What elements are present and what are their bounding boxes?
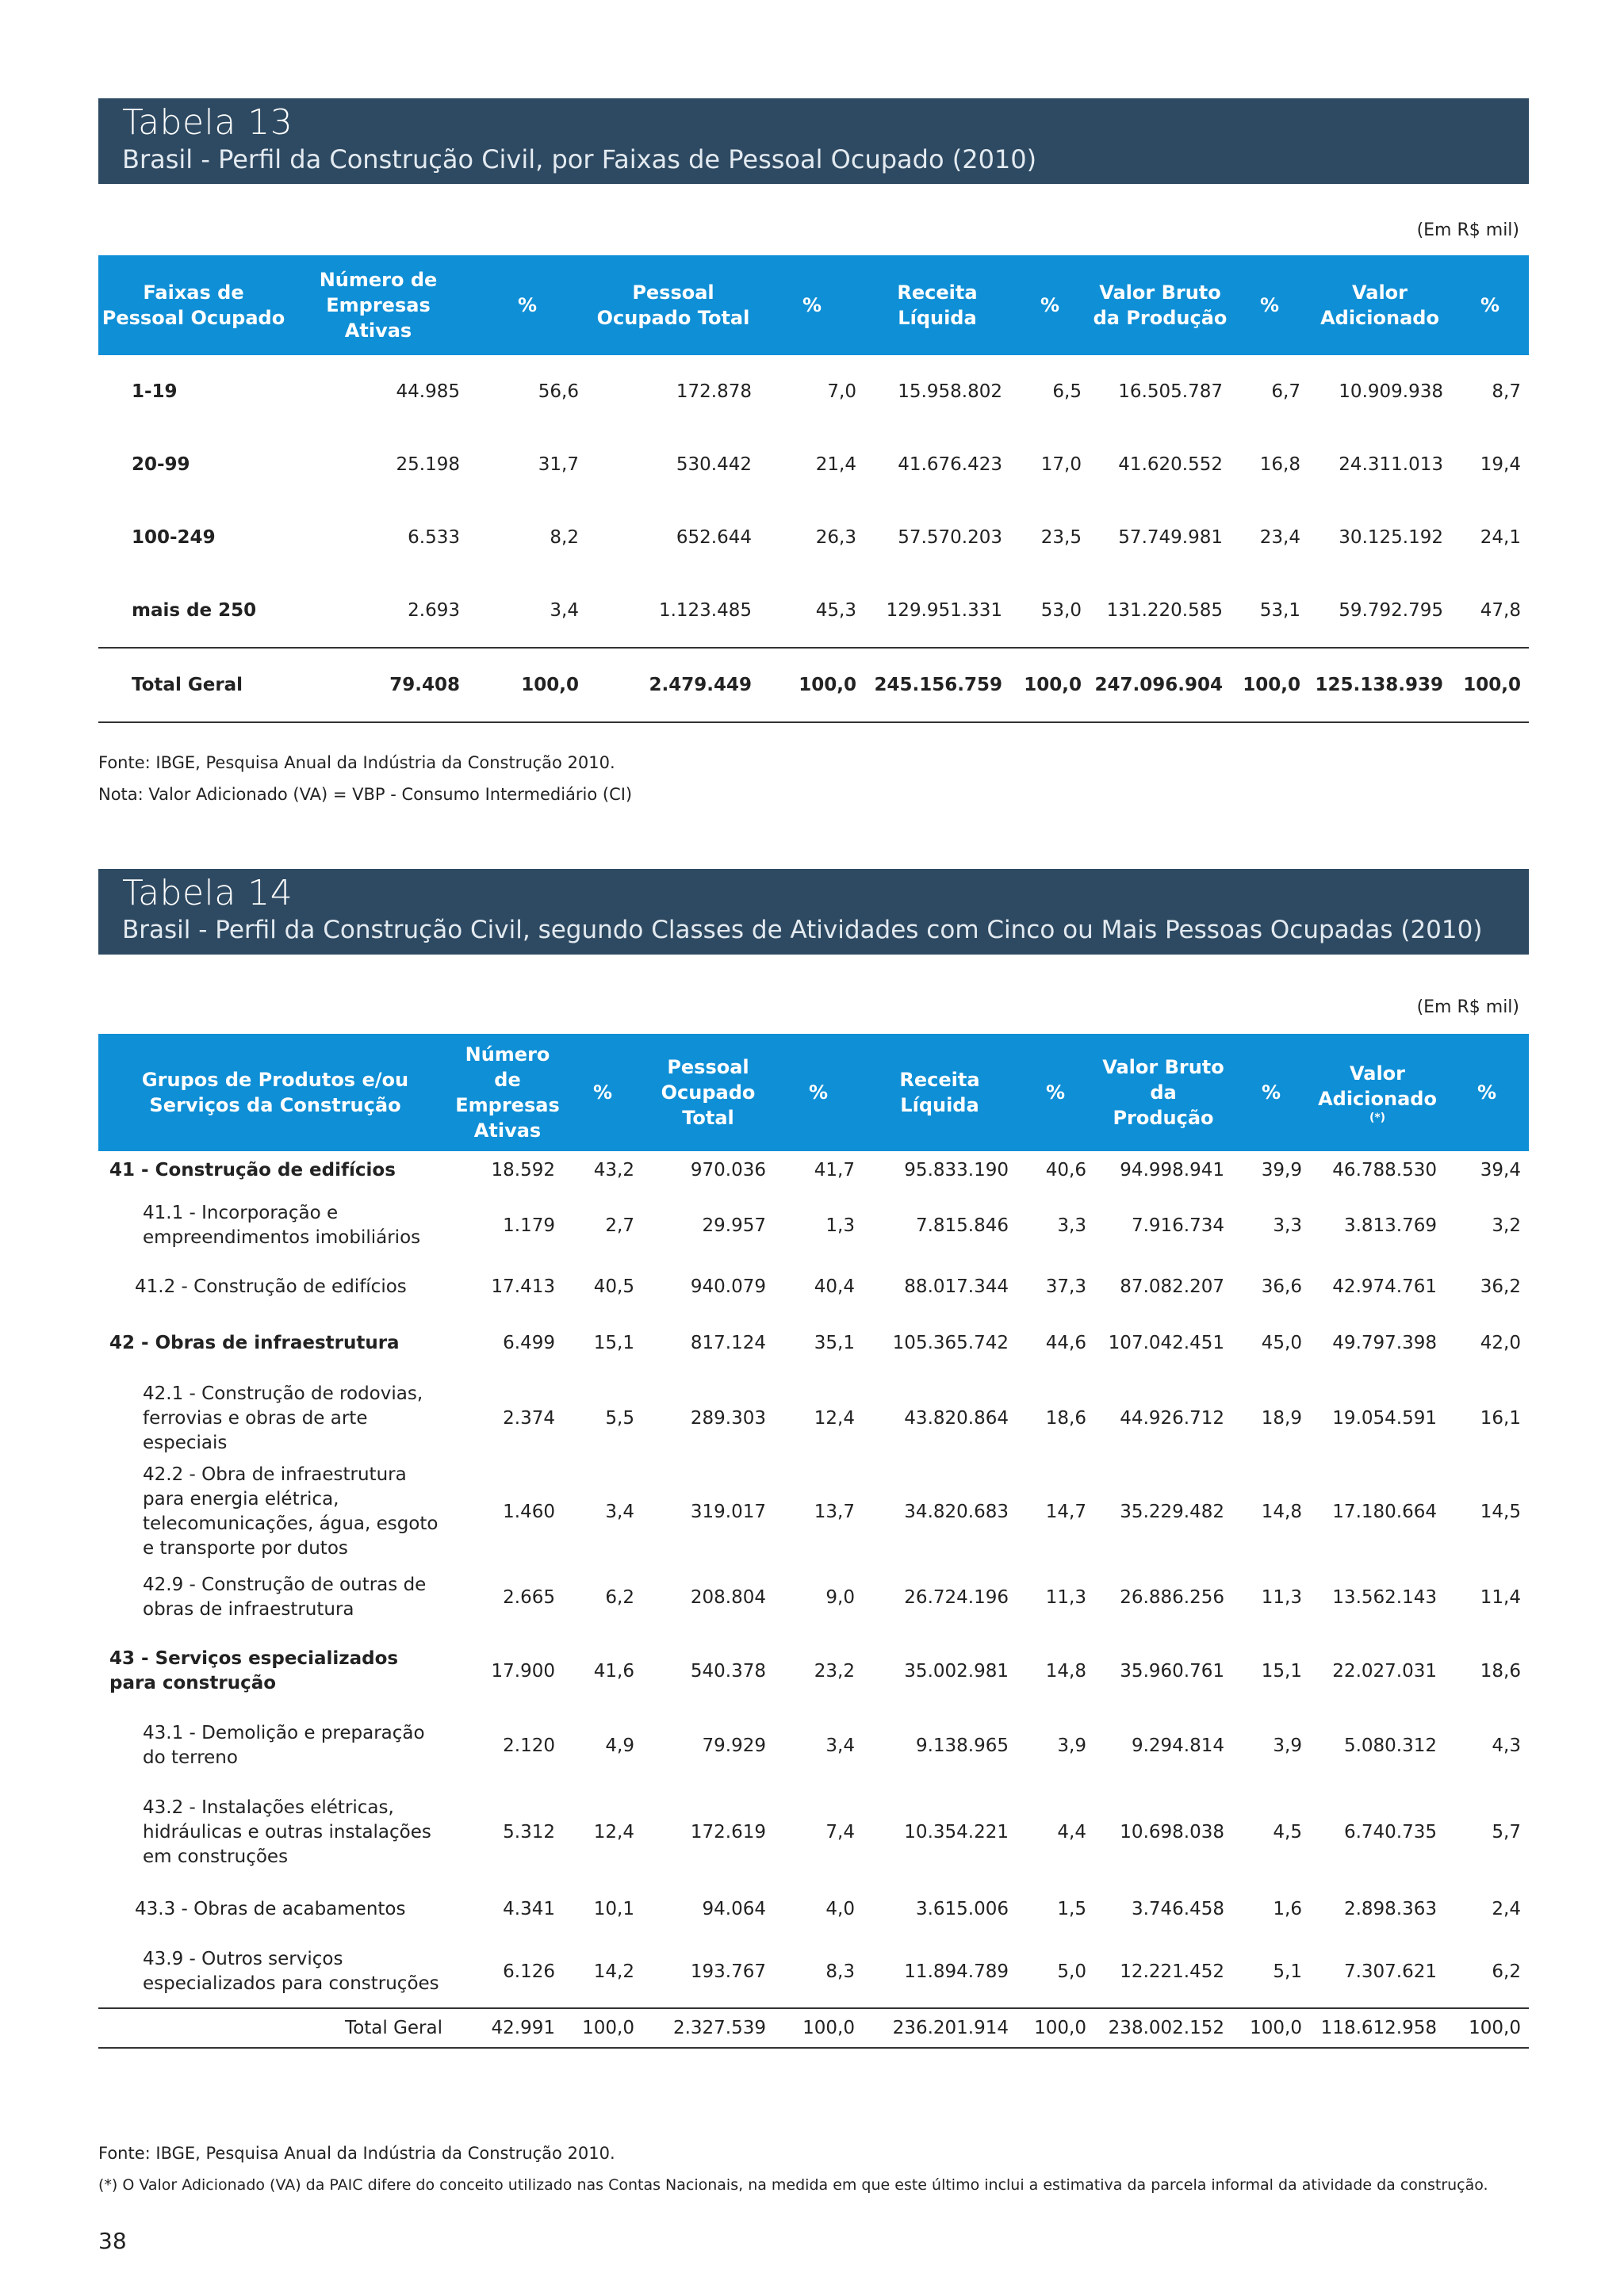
table13-unit: (Em R$ mil) xyxy=(1416,220,1519,240)
total-cell: 118.612.958 xyxy=(1310,2008,1445,2048)
table-row xyxy=(98,1262,1529,1311)
table-cell: 172.619 xyxy=(690,1822,766,1843)
total-cell: 2.327.539 xyxy=(642,2008,774,2048)
table14-source: Fonte: IBGE, Pesquisa Anual da Indústria da Construção 2010. xyxy=(98,2144,615,2163)
table-cell: 14,8 xyxy=(1045,1661,1086,1682)
table-cell: 1,3 xyxy=(825,1215,855,1236)
table-row xyxy=(98,1151,1529,1189)
total-cell: 100,0 xyxy=(563,2008,642,2048)
table-cell: 12,4 xyxy=(593,1822,634,1843)
table-cell: 23,2 xyxy=(814,1661,855,1682)
table-cell: 57.570.203 xyxy=(898,527,1002,548)
table-cell: 5.312 xyxy=(503,1822,555,1843)
table-cell: 45,3 xyxy=(815,600,856,621)
table-cell: 4,9 xyxy=(605,1735,634,1756)
total-label: Total Geral xyxy=(98,2008,452,2048)
table-row xyxy=(98,1189,1529,1262)
table-cell: 30.125.192 xyxy=(1339,527,1443,548)
table-cell: 3,9 xyxy=(1273,1735,1302,1756)
table-cell: 8,2 xyxy=(550,527,579,548)
table-cell: 57.749.981 xyxy=(1118,527,1223,548)
table-cell: 44.926.712 xyxy=(1120,1408,1224,1429)
table-cell: 172.878 xyxy=(676,381,752,402)
row-label: 41 - Construção de edifícios xyxy=(109,1159,396,1181)
row-label: 43.3 - Obras de acabamentos xyxy=(135,1898,406,1919)
total-cell: 247.096.904 xyxy=(1090,648,1231,722)
table-cell: 16.505.787 xyxy=(1118,381,1223,402)
table13-header-3: Pessoal Ocupado Total xyxy=(587,255,760,355)
table-cell: 289.303 xyxy=(690,1408,766,1429)
table-cell: 47,8 xyxy=(1480,600,1521,621)
table-cell: 3,4 xyxy=(605,1502,634,1522)
row-label: 42.2 - Obra de infraestrutura para energia elétrica, telecomunicações, água, esgoto e transporte por dutos xyxy=(143,1464,439,1559)
table14-header-5: Receita Líquida xyxy=(863,1034,1017,1151)
total-row xyxy=(98,2008,1529,2048)
table-cell: 15,1 xyxy=(593,1333,634,1353)
table-row xyxy=(98,1782,1529,1882)
table-cell: 5,7 xyxy=(1492,1822,1521,1843)
table-row xyxy=(98,428,1529,501)
table-cell: 59.792.795 xyxy=(1339,600,1443,621)
table-cell: 3,4 xyxy=(825,1735,855,1756)
table-cell: 9.138.965 xyxy=(915,1735,1009,1756)
table-cell: 3.813.769 xyxy=(1343,1215,1437,1236)
table-cell: 46.788.530 xyxy=(1332,1160,1437,1181)
table-cell: 56,6 xyxy=(538,381,579,402)
table13 xyxy=(98,255,1529,723)
table-cell: 3.615.006 xyxy=(915,1899,1009,1919)
table-cell: 36,6 xyxy=(1261,1276,1302,1297)
table-cell: 9,0 xyxy=(825,1587,855,1608)
table-cell: 26.886.256 xyxy=(1120,1587,1224,1608)
table-cell: 26,3 xyxy=(815,527,856,548)
table-cell: 18,6 xyxy=(1480,1661,1521,1682)
table-cell: 6.533 xyxy=(408,527,460,548)
table-cell: 14,2 xyxy=(593,1961,634,1982)
table14-section xyxy=(98,869,1529,955)
table-cell: 16,1 xyxy=(1480,1408,1521,1429)
table-cell: 1.460 xyxy=(503,1502,555,1522)
table-cell: 41.676.423 xyxy=(898,454,1002,475)
table-cell: 3,9 xyxy=(1057,1735,1086,1756)
table-cell: 25.198 xyxy=(396,454,460,475)
table14-notes xyxy=(98,2137,1529,2201)
total-cell: 238.002.152 xyxy=(1094,2008,1232,2048)
table-cell: 13.562.143 xyxy=(1332,1587,1437,1608)
table-cell: 4.341 xyxy=(503,1899,555,1919)
row-label: 41.1 - Incorporação e empreendimentos imobiliários xyxy=(143,1203,421,1248)
table13-container xyxy=(98,255,1529,723)
table13-section xyxy=(98,98,1529,184)
table14-unit: (Em R$ mil) xyxy=(1416,997,1519,1017)
table-cell: 37,3 xyxy=(1045,1276,1086,1297)
table-cell: 10,1 xyxy=(593,1899,634,1919)
table13-header-7: Valor Bruto da Produção xyxy=(1090,255,1231,355)
table-cell: 4,0 xyxy=(825,1899,855,1919)
table-cell: 1,6 xyxy=(1273,1899,1302,1919)
table-cell: 31,7 xyxy=(538,454,579,475)
table-cell: 3,3 xyxy=(1057,1215,1086,1236)
table13-header-4: % xyxy=(760,255,864,355)
table-cell: 2.693 xyxy=(408,600,460,621)
table-cell: 10.698.038 xyxy=(1120,1822,1224,1843)
table14-header-7: Valor Bruto da Produção xyxy=(1094,1034,1232,1151)
table-cell: 35,1 xyxy=(814,1333,855,1353)
table-cell: 11.894.789 xyxy=(904,1961,1009,1982)
row-label: 43.9 - Outros serviços especializados para construções xyxy=(143,1949,439,1994)
table-cell: 17.413 xyxy=(491,1276,555,1297)
table-cell: 40,4 xyxy=(814,1276,855,1297)
table13-header-8: % xyxy=(1231,255,1308,355)
table-cell: 5,0 xyxy=(1057,1961,1086,1982)
table-cell: 15.958.802 xyxy=(898,381,1002,402)
table-cell: 18.592 xyxy=(491,1160,555,1181)
table-cell: 540.378 xyxy=(690,1661,766,1682)
table-cell: 4,5 xyxy=(1273,1822,1302,1843)
table-cell: 94.998.941 xyxy=(1120,1160,1224,1181)
table-cell: 29.957 xyxy=(702,1215,766,1236)
row-label: 43 - Serviços especializados para construção xyxy=(109,1648,399,1693)
table14-header-3: Pessoal Ocupado Total xyxy=(642,1034,774,1151)
table-cell: 6,2 xyxy=(1492,1961,1521,1982)
table-cell: 24.311.013 xyxy=(1339,454,1443,475)
table-cell: 6.499 xyxy=(503,1333,555,1353)
total-cell: 100,0 xyxy=(760,648,864,722)
total-cell: 100,0 xyxy=(1232,2008,1310,2048)
table-row xyxy=(98,1375,1529,1462)
table13-title-bar xyxy=(98,98,1529,184)
table-cell: 10.354.221 xyxy=(904,1822,1009,1843)
table-cell: 39,4 xyxy=(1480,1160,1521,1181)
table-cell: 18,6 xyxy=(1045,1408,1086,1429)
table-cell: 6,7 xyxy=(1271,381,1300,402)
table-cell: 40,6 xyxy=(1045,1160,1086,1181)
table-row xyxy=(98,1462,1529,1562)
table14-subtitle: Brasil - Perfil da Construção Civil, segundo Classes de Atividades com Cinco ou Mais Pessoas Ocupadas (2010) xyxy=(122,916,1483,944)
table13-unit-row xyxy=(98,220,1529,240)
total-cell: 100,0 xyxy=(1445,2008,1529,2048)
table-cell: 53,0 xyxy=(1040,600,1082,621)
table-cell: 129.951.331 xyxy=(886,600,1002,621)
table-row xyxy=(98,1882,1529,1936)
table13-subtitle: Brasil - Perfil da Construção Civil, por Faixas de Pessoal Ocupado (2010) xyxy=(122,144,1037,174)
table-cell: 19,4 xyxy=(1480,454,1521,475)
table-cell: 17.900 xyxy=(491,1661,555,1682)
table-cell: 43,2 xyxy=(593,1160,634,1181)
table13-body xyxy=(98,355,1529,722)
table-cell: 7,4 xyxy=(825,1822,855,1843)
table13-header-row xyxy=(98,255,1529,355)
table14-header-2: % xyxy=(563,1034,642,1151)
row-label: 20-99 xyxy=(132,454,190,475)
table-cell: 94.064 xyxy=(702,1899,766,1919)
row-label: mais de 250 xyxy=(132,600,257,621)
table-cell: 39,9 xyxy=(1261,1160,1302,1181)
table-cell: 2.898.363 xyxy=(1343,1899,1437,1919)
page-number: 38 xyxy=(98,2228,127,2254)
table-cell: 44.985 xyxy=(396,381,460,402)
table-cell: 11,3 xyxy=(1045,1587,1086,1608)
table-cell: 45,0 xyxy=(1261,1333,1302,1353)
total-cell: 100,0 xyxy=(468,648,587,722)
table-cell: 88.017.344 xyxy=(904,1276,1009,1297)
table14-footnote: (*) O Valor Adicionado (VA) da PAIC difere do conceito utilizado nas Contas Nacionais, na medida em que este último inclui a estimativa da parcela informal da atividade da construção. xyxy=(98,2176,1488,2194)
table13-header-5: Receita Líquida xyxy=(864,255,1010,355)
table-cell: 15,1 xyxy=(1261,1661,1302,1682)
table13-note: Nota: Valor Adicionado (VA) = VBP - Consumo Intermediário (CI) xyxy=(98,785,633,804)
total-cell: 100,0 xyxy=(1010,648,1090,722)
row-label: 43.2 - Instalações elétricas, hidráulicas e outras instalações em construções xyxy=(143,1797,431,1867)
table13-header-2: % xyxy=(468,255,587,355)
total-cell: 245.156.759 xyxy=(864,648,1010,722)
table-cell: 14,7 xyxy=(1045,1502,1086,1522)
table-cell: 6.126 xyxy=(503,1961,555,1982)
table-row xyxy=(98,574,1529,648)
row-label: 1-19 xyxy=(132,381,178,402)
table13-header-6: % xyxy=(1010,255,1090,355)
table13-header-9: Valor Adicionado xyxy=(1308,255,1451,355)
table-cell: 16,8 xyxy=(1259,454,1300,475)
table-cell: 42,0 xyxy=(1480,1333,1521,1353)
row-label: 43.1 - Demolição e preparação do terreno xyxy=(143,1723,425,1768)
table-cell: 95.833.190 xyxy=(904,1160,1009,1181)
table-cell: 5,1 xyxy=(1273,1961,1302,1982)
table13-notes xyxy=(98,747,1529,810)
table-cell: 21,4 xyxy=(815,454,856,475)
table-cell: 42.974.761 xyxy=(1332,1276,1437,1297)
table-cell: 41.620.552 xyxy=(1118,454,1223,475)
table-cell: 208.804 xyxy=(690,1587,766,1608)
table-cell: 817.124 xyxy=(690,1333,766,1353)
table14-title-bar xyxy=(98,869,1529,955)
table-cell: 7,0 xyxy=(827,381,856,402)
table-cell: 41,7 xyxy=(814,1160,855,1181)
table-cell: 940.079 xyxy=(690,1276,766,1297)
total-cell: 100,0 xyxy=(774,2008,863,2048)
table-cell: 530.442 xyxy=(676,454,752,475)
row-label: 42.9 - Construção de outras de obras de infraestrutura xyxy=(143,1575,427,1620)
table-cell: 1.179 xyxy=(503,1215,555,1236)
table-cell: 1.123.485 xyxy=(658,600,752,621)
table-row xyxy=(98,1633,1529,1709)
table-cell: 2.374 xyxy=(503,1408,555,1429)
table-row xyxy=(98,1311,1529,1375)
table13-name: Tabela 13 xyxy=(122,102,293,143)
table-cell: 6,5 xyxy=(1052,381,1082,402)
table14-header-row xyxy=(98,1034,1529,1151)
total-row xyxy=(98,648,1529,722)
row-label: 42.1 - Construção de rodovias, ferrovias e obras de arte especiais xyxy=(143,1383,423,1453)
total-cell: 236.201.914 xyxy=(863,2008,1017,2048)
table-cell: 1,5 xyxy=(1057,1899,1086,1919)
table-cell: 131.220.585 xyxy=(1106,600,1223,621)
table-cell: 41,6 xyxy=(593,1661,634,1682)
table14-name: Tabela 14 xyxy=(122,873,293,913)
table-cell: 35.960.761 xyxy=(1120,1661,1224,1682)
row-label: 100-249 xyxy=(132,527,216,548)
table-row xyxy=(98,1936,1529,2008)
table-cell: 10.909.938 xyxy=(1339,381,1443,402)
table-cell: 193.767 xyxy=(690,1961,766,1982)
table-cell: 14,5 xyxy=(1480,1502,1521,1522)
table13-source: Fonte: IBGE, Pesquisa Anual da Indústria da Construção 2010. xyxy=(98,753,615,772)
table-cell: 319.017 xyxy=(690,1502,766,1522)
table-cell: 7.307.621 xyxy=(1343,1961,1437,1982)
table-cell: 2.665 xyxy=(503,1587,555,1608)
table-cell: 40,5 xyxy=(593,1276,634,1297)
table-cell: 35.229.482 xyxy=(1120,1502,1224,1522)
table13-header-10: % xyxy=(1451,255,1529,355)
table-cell: 3,4 xyxy=(550,600,579,621)
table-cell: 24,1 xyxy=(1480,527,1521,548)
table-cell: 8,7 xyxy=(1492,381,1521,402)
table-row xyxy=(98,355,1529,428)
table-cell: 17,0 xyxy=(1040,454,1082,475)
total-cell: 125.138.939 xyxy=(1308,648,1451,722)
table-cell: 5.080.312 xyxy=(1343,1735,1437,1756)
total-label: Total Geral xyxy=(98,648,289,722)
table14-header-4: % xyxy=(774,1034,863,1151)
table-cell: 3,2 xyxy=(1492,1215,1521,1236)
table-cell: 2.120 xyxy=(503,1735,555,1756)
table-cell: 9.294.814 xyxy=(1131,1735,1224,1756)
table-cell: 12.221.452 xyxy=(1120,1961,1224,1982)
row-label: 42 - Obras de infraestrutura xyxy=(109,1332,400,1353)
table-cell: 43.820.864 xyxy=(904,1408,1009,1429)
table13-header-1: Número de Empresas Ativas xyxy=(289,255,468,355)
table-cell: 14,8 xyxy=(1261,1502,1302,1522)
total-cell: 100,0 xyxy=(1451,648,1529,722)
table14 xyxy=(98,1034,1529,2049)
table14-container xyxy=(98,1034,1529,2049)
table-cell: 6.740.735 xyxy=(1343,1822,1437,1843)
table-cell: 17.180.664 xyxy=(1332,1502,1437,1522)
total-cell: 100,0 xyxy=(1017,2008,1094,2048)
table-cell: 652.644 xyxy=(676,527,752,548)
table14-header-1: Número de Empresas Ativas xyxy=(452,1034,563,1151)
table-cell: 6,2 xyxy=(605,1587,634,1608)
total-cell: 100,0 xyxy=(1231,648,1308,722)
table-cell: 2,4 xyxy=(1492,1899,1521,1919)
table-cell: 4,4 xyxy=(1057,1822,1086,1843)
table14-header-0: Grupos de Produtos e/ou Serviços da Construção xyxy=(98,1034,452,1151)
table-cell: 7.916.734 xyxy=(1131,1215,1224,1236)
table-cell: 49.797.398 xyxy=(1332,1333,1437,1353)
table-cell: 36,2 xyxy=(1480,1276,1521,1297)
table-row xyxy=(98,1709,1529,1782)
table14-header-8: % xyxy=(1232,1034,1310,1151)
table-cell: 87.082.207 xyxy=(1120,1276,1224,1297)
table-cell: 53,1 xyxy=(1259,600,1300,621)
table-cell: 3.746.458 xyxy=(1131,1899,1224,1919)
table-cell: 23,5 xyxy=(1040,527,1082,548)
table14-header-9: Valor Adicionado (*) xyxy=(1310,1034,1445,1151)
table-cell: 7.815.846 xyxy=(915,1215,1009,1236)
table13-header-0: Faixas de Pessoal Ocupado xyxy=(98,255,289,355)
table-cell: 970.036 xyxy=(690,1160,766,1181)
row-label: 41.2 - Construção de edifícios xyxy=(135,1276,407,1297)
table-cell: 34.820.683 xyxy=(904,1502,1009,1522)
table-cell: 11,4 xyxy=(1480,1587,1521,1608)
table-cell: 18,9 xyxy=(1261,1408,1302,1429)
table-cell: 12,4 xyxy=(814,1408,855,1429)
table-cell: 13,7 xyxy=(814,1502,855,1522)
total-cell: 2.479.449 xyxy=(587,648,760,722)
table14-header-10: % xyxy=(1445,1034,1529,1151)
table14-header-6: % xyxy=(1017,1034,1094,1151)
table-cell: 5,5 xyxy=(605,1408,634,1429)
table-cell: 79.929 xyxy=(702,1735,766,1756)
table-cell: 2,7 xyxy=(605,1215,634,1236)
total-cell: 79.408 xyxy=(289,648,468,722)
table-cell: 3,3 xyxy=(1273,1215,1302,1236)
table-cell: 22.027.031 xyxy=(1332,1661,1437,1682)
table-row xyxy=(98,1562,1529,1633)
footnote-marker: (*) xyxy=(1369,1112,1386,1124)
table14-body xyxy=(98,1151,1529,2048)
table-cell: 35.002.981 xyxy=(904,1661,1009,1682)
table-cell: 105.365.742 xyxy=(892,1333,1009,1353)
table-cell: 8,3 xyxy=(825,1961,855,1982)
table-cell: 4,3 xyxy=(1492,1735,1521,1756)
table-cell: 26.724.196 xyxy=(904,1587,1009,1608)
total-cell: 42.991 xyxy=(452,2008,563,2048)
table-cell: 19.054.591 xyxy=(1332,1408,1437,1429)
table14-unit-row xyxy=(98,997,1529,1017)
table-cell: 23,4 xyxy=(1259,527,1300,548)
table-row xyxy=(98,501,1529,574)
table-cell: 107.042.451 xyxy=(1108,1333,1224,1353)
table-cell: 11,3 xyxy=(1261,1587,1302,1608)
table-cell: 44,6 xyxy=(1045,1333,1086,1353)
